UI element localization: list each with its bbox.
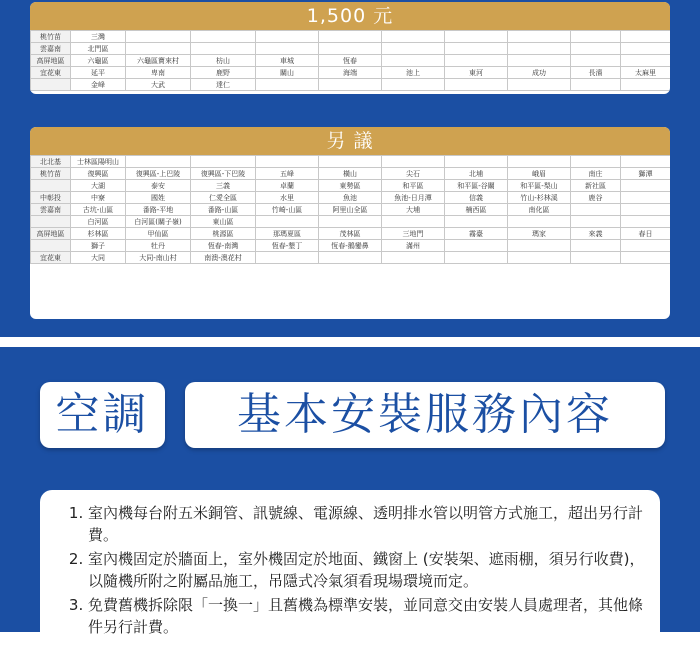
region-cell: 北北基 bbox=[31, 156, 71, 168]
table-row bbox=[31, 79, 671, 91]
area-cell bbox=[256, 156, 319, 168]
area-cell: 太麻里 bbox=[621, 67, 671, 79]
region-cell: 雲嘉南 bbox=[31, 43, 71, 55]
area-cell bbox=[571, 204, 621, 216]
area-cell: 來義 bbox=[571, 228, 621, 240]
area-cell bbox=[571, 156, 621, 168]
table-row bbox=[31, 192, 671, 204]
area-cell: 泰安 bbox=[126, 180, 191, 192]
area-cell bbox=[382, 79, 445, 91]
region-cell bbox=[31, 240, 71, 252]
table-row bbox=[31, 228, 671, 240]
area-cell: 海端 bbox=[319, 67, 382, 79]
area-cell bbox=[319, 156, 382, 168]
area-cell bbox=[445, 55, 508, 67]
area-cell: 池上 bbox=[382, 67, 445, 79]
table-row bbox=[31, 55, 671, 67]
area-cell: 大湖 bbox=[71, 180, 126, 192]
area-cell bbox=[621, 31, 671, 43]
price-table bbox=[30, 30, 670, 91]
area-cell: 復興區-下巴陵 bbox=[191, 168, 256, 180]
area-cell: 獅潭 bbox=[621, 168, 671, 180]
area-cell bbox=[445, 43, 508, 55]
area-cell bbox=[621, 240, 671, 252]
area-cell: 春日 bbox=[621, 228, 671, 240]
area-cell: 魚池-日月潭 bbox=[382, 192, 445, 204]
area-cell: 竹山-杉林溪 bbox=[508, 192, 571, 204]
table-row bbox=[31, 240, 671, 252]
area-cell bbox=[256, 43, 319, 55]
area-cell: 古坑-山區 bbox=[71, 204, 126, 216]
area-cell: 三地門 bbox=[382, 228, 445, 240]
table-row bbox=[31, 31, 671, 43]
area-cell: 尖石 bbox=[382, 168, 445, 180]
area-cell: 楠西區 bbox=[445, 204, 508, 216]
area-cell: 東勢區 bbox=[319, 180, 382, 192]
area-cell: 仁愛全區 bbox=[191, 192, 256, 204]
area-cell bbox=[571, 31, 621, 43]
area-cell: 滿州 bbox=[382, 240, 445, 252]
area-cell: 卓蘭 bbox=[256, 180, 319, 192]
area-cell: 關山 bbox=[256, 67, 319, 79]
area-cell bbox=[571, 216, 621, 228]
area-cell bbox=[621, 204, 671, 216]
area-cell: 士林區陽明山 bbox=[71, 156, 126, 168]
area-cell: 甲仙區 bbox=[126, 228, 191, 240]
area-cell: 中寮 bbox=[71, 192, 126, 204]
region-cell: 宜花東 bbox=[31, 67, 71, 79]
area-cell bbox=[319, 79, 382, 91]
area-cell: 枋山 bbox=[191, 55, 256, 67]
area-cell: 恆春-鵝鑾鼻 bbox=[319, 240, 382, 252]
region-cell bbox=[31, 79, 71, 91]
region-cell: 桃竹苗 bbox=[31, 168, 71, 180]
area-cell: 白河區 bbox=[71, 216, 126, 228]
price-header: 1,500 元 bbox=[30, 2, 670, 30]
area-cell: 牡丹 bbox=[126, 240, 191, 252]
area-cell: 和平區-梨山 bbox=[508, 180, 571, 192]
area-cell bbox=[571, 43, 621, 55]
area-cell bbox=[508, 252, 571, 264]
area-cell bbox=[508, 31, 571, 43]
area-cell bbox=[382, 216, 445, 228]
price-card bbox=[30, 2, 670, 94]
area-cell bbox=[571, 55, 621, 67]
region-cell: 宜花東 bbox=[31, 252, 71, 264]
region-cell bbox=[31, 216, 71, 228]
negotiable-table bbox=[30, 155, 670, 264]
area-cell: 三義 bbox=[191, 180, 256, 192]
area-cell: 復興區 bbox=[71, 168, 126, 180]
area-cell bbox=[126, 31, 191, 43]
area-cell: 白河區(關子嶺) bbox=[126, 216, 191, 228]
area-cell bbox=[621, 55, 671, 67]
service-list-card bbox=[40, 490, 660, 650]
area-cell: 番路-山區 bbox=[191, 204, 256, 216]
area-cell bbox=[508, 240, 571, 252]
area-cell: 信義 bbox=[445, 192, 508, 204]
table-row bbox=[31, 252, 671, 264]
area-cell bbox=[256, 252, 319, 264]
area-cell bbox=[445, 216, 508, 228]
area-cell: 金峰 bbox=[71, 79, 126, 91]
area-cell bbox=[382, 55, 445, 67]
table-row bbox=[31, 216, 671, 228]
area-cell: 大同-南山村 bbox=[126, 252, 191, 264]
region-cell bbox=[31, 180, 71, 192]
table-row bbox=[31, 204, 671, 216]
area-cell bbox=[191, 156, 256, 168]
area-cell: 東河 bbox=[445, 67, 508, 79]
area-cell bbox=[621, 43, 671, 55]
area-cell: 恆春-墾丁 bbox=[256, 240, 319, 252]
area-cell bbox=[191, 31, 256, 43]
area-cell bbox=[508, 55, 571, 67]
table-row bbox=[31, 180, 671, 192]
area-cell bbox=[256, 216, 319, 228]
area-cell bbox=[621, 192, 671, 204]
area-cell: 竹崎-山區 bbox=[256, 204, 319, 216]
area-cell bbox=[508, 156, 571, 168]
area-cell: 峨眉 bbox=[508, 168, 571, 180]
area-cell bbox=[445, 31, 508, 43]
service-title: 基本安裝服務內容 bbox=[185, 382, 665, 448]
area-cell bbox=[382, 43, 445, 55]
area-cell: 長濱 bbox=[571, 67, 621, 79]
region-cell: 桃竹苗 bbox=[31, 31, 71, 43]
area-cell: 車城 bbox=[256, 55, 319, 67]
area-cell bbox=[508, 79, 571, 91]
service-item: 3. 免費舊機拆除限「一換一」且舊機為標準安裝，並同意交由安裝人員處理者，其他條件另行計費。 bbox=[88, 594, 646, 638]
area-cell: 南澳-澳花村 bbox=[191, 252, 256, 264]
area-cell bbox=[445, 79, 508, 91]
area-cell bbox=[621, 79, 671, 91]
area-cell bbox=[445, 252, 508, 264]
area-cell: 國姓 bbox=[126, 192, 191, 204]
area-cell: 霧臺 bbox=[445, 228, 508, 240]
area-cell: 水里 bbox=[256, 192, 319, 204]
table-row bbox=[31, 43, 671, 55]
area-cell: 和平區 bbox=[382, 180, 445, 192]
area-cell bbox=[571, 79, 621, 91]
area-cell: 那瑪夏區 bbox=[256, 228, 319, 240]
area-cell: 卑南 bbox=[126, 67, 191, 79]
area-cell bbox=[256, 31, 319, 43]
area-cell bbox=[191, 43, 256, 55]
area-cell bbox=[621, 156, 671, 168]
area-cell bbox=[621, 252, 671, 264]
area-cell: 東山區 bbox=[191, 216, 256, 228]
area-cell bbox=[319, 31, 382, 43]
area-cell bbox=[508, 216, 571, 228]
region-cell: 高屏地區 bbox=[31, 228, 71, 240]
area-cell: 南庄 bbox=[571, 168, 621, 180]
area-cell bbox=[508, 43, 571, 55]
area-cell bbox=[621, 216, 671, 228]
area-cell: 大埔 bbox=[382, 204, 445, 216]
area-cell: 魚池 bbox=[319, 192, 382, 204]
area-cell: 南化區 bbox=[508, 204, 571, 216]
area-cell: 北埔 bbox=[445, 168, 508, 180]
area-cell: 三灣 bbox=[71, 31, 126, 43]
area-cell bbox=[256, 79, 319, 91]
area-cell bbox=[621, 180, 671, 192]
area-cell: 杉林區 bbox=[71, 228, 126, 240]
area-cell bbox=[382, 156, 445, 168]
region-cell: 中彰投 bbox=[31, 192, 71, 204]
area-cell: 恆春-南灣 bbox=[191, 240, 256, 252]
area-cell: 瑪家 bbox=[508, 228, 571, 240]
region-cell: 雲嘉南 bbox=[31, 204, 71, 216]
region-cell: 高屏地區 bbox=[31, 55, 71, 67]
area-cell: 和平區-谷關 bbox=[445, 180, 508, 192]
table-row bbox=[31, 168, 671, 180]
area-cell: 桃源區 bbox=[191, 228, 256, 240]
negotiable-card bbox=[30, 127, 670, 319]
area-cell: 達仁 bbox=[191, 79, 256, 91]
area-cell: 成功 bbox=[508, 67, 571, 79]
area-cell bbox=[382, 31, 445, 43]
aircon-title: 空調 bbox=[40, 382, 165, 448]
area-cell: 恆春 bbox=[319, 55, 382, 67]
area-cell: 大同 bbox=[71, 252, 126, 264]
area-cell: 六龜區 bbox=[71, 55, 126, 67]
table-row bbox=[31, 67, 671, 79]
negotiable-header: 另 議 bbox=[30, 127, 670, 155]
area-cell: 獅子 bbox=[71, 240, 126, 252]
area-cell: 五峰 bbox=[256, 168, 319, 180]
area-cell bbox=[571, 240, 621, 252]
area-cell bbox=[319, 43, 382, 55]
area-cell bbox=[445, 240, 508, 252]
area-cell bbox=[126, 43, 191, 55]
area-cell: 北門區 bbox=[71, 43, 126, 55]
area-cell: 復興區-上巴陵 bbox=[126, 168, 191, 180]
area-cell bbox=[382, 252, 445, 264]
area-cell: 大武 bbox=[126, 79, 191, 91]
service-item: 1. 室內機每台附五米銅管、訊號線、電源線、透明排水管以明管方式施工，超出另行計費。 bbox=[88, 502, 646, 546]
area-cell: 茂林區 bbox=[319, 228, 382, 240]
area-cell: 新社區 bbox=[571, 180, 621, 192]
area-cell: 延平 bbox=[71, 67, 126, 79]
area-cell: 鹿野 bbox=[191, 67, 256, 79]
service-list bbox=[40, 490, 660, 638]
area-cell: 橫山 bbox=[319, 168, 382, 180]
area-cell bbox=[319, 252, 382, 264]
area-cell bbox=[571, 252, 621, 264]
area-cell: 阿里山全區 bbox=[319, 204, 382, 216]
area-cell bbox=[445, 156, 508, 168]
area-cell bbox=[319, 216, 382, 228]
area-cell: 鹿谷 bbox=[571, 192, 621, 204]
table-row bbox=[31, 156, 671, 168]
area-cell: 六龜區寶來村 bbox=[126, 55, 191, 67]
service-item: 2. 室內機固定於牆面上，室外機固定於地面、鐵窗上 (安裝架、遮雨棚，須另行收費)，以隨機所附之附屬品施工，吊隱式冷氣須看現場環境而定。 bbox=[88, 548, 646, 592]
area-cell: 番路-平地 bbox=[126, 204, 191, 216]
area-cell bbox=[126, 156, 191, 168]
footnote: 以上金額運費將視運送狀況評估調整，本司含保留修改之權利。 bbox=[238, 299, 462, 308]
